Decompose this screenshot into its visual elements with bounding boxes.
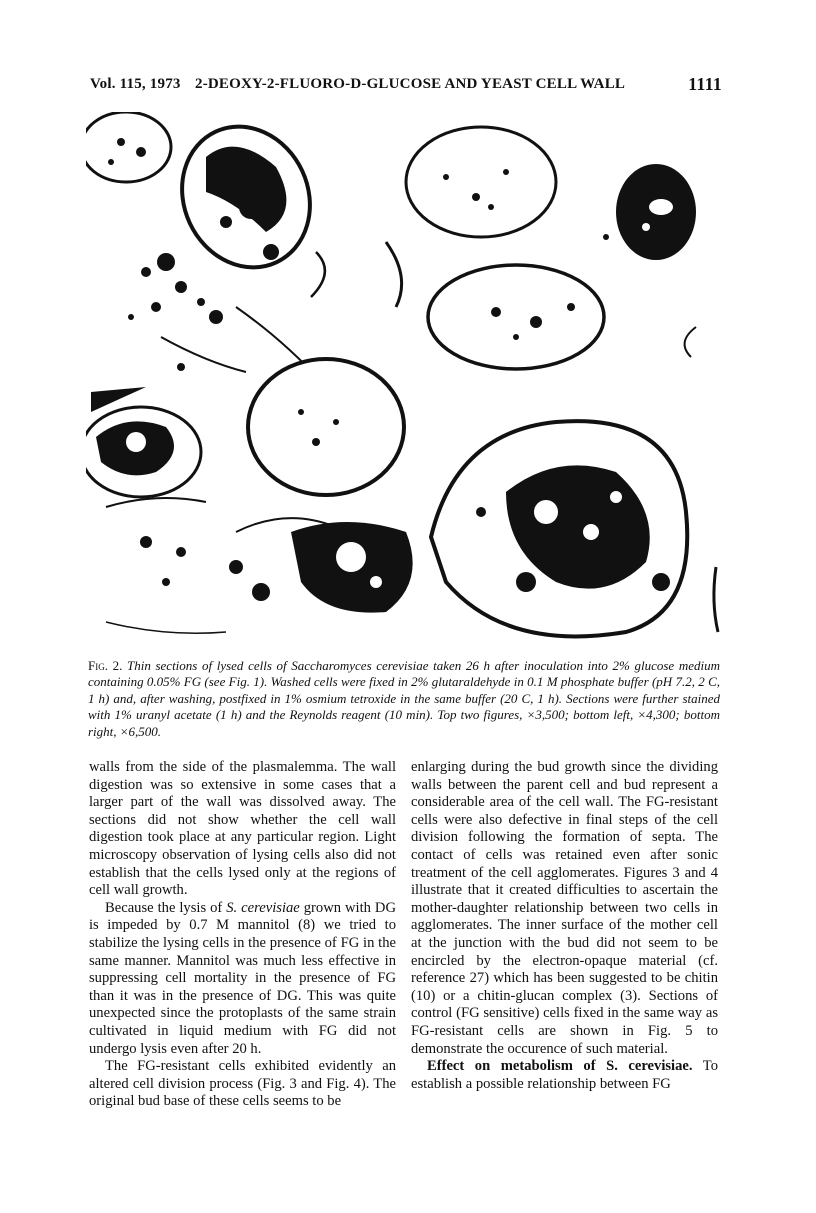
right-paragraph-1: enlarging during the bud growth since the dividing walls between the parent cell and bud represent a considerable area of the cell wall. The FG-resistant cells were also defective in final steps of the cell division following the formation of septa. The contact of cells was retained even after sonic treatment of the cell agglomerates. Figures 3 and 4 illustrate that it created difficulties to ascertain the mother-daughter relationship between two cells in agglomerates. The inner surface of the mother cell at the junction with the bud did not seem to be encircled by the electron-opaque material (cf. reference 27) which has been suggested to be chitin (10) or a chitin-glucan complex (3). Sections of control (FG sensitive) cells fixed in the same way as FG-resistant cells are shown in Fig. 5 to demonstrate the occurence of such material. (411, 759, 718, 1057)
page-number: 1111 (688, 74, 722, 94)
species-name: S. cerevisiae (226, 899, 300, 916)
caption-label: Fig. 2. (88, 658, 123, 673)
left-column (89, 759, 396, 1111)
left-paragraph-2 (89, 900, 396, 1058)
section-run-in-heading: Effect on metabolism of S. cerevisiae. (427, 1058, 693, 1075)
volume-label: Vol. 115, 1973 (90, 76, 181, 92)
figure-caption (88, 658, 720, 740)
left-paragraph-2-start: Because the lysis of (105, 899, 227, 916)
panel-top-left (86, 112, 333, 387)
caption-text: Thin sections of lysed cells of Saccharomyces cerevisiae taken 26 h after inoculation into 2% glucose medium containing 0.05% FG (see Fig. 1). Washed cells were fixed in 2% glutaraldehyde in 0.1 M phosphate buffer (pH 7.2, 2 C, 1 h) and, after washing, postfixed in 1% osmium tetroxide in the same buffer (20 C, 1 h). Sections were further stained with 1% uranyl acetate (1 h) and the Reynolds reagent (10 min). Top two figures, ×3,500; bottom left, ×4,300; bottom right, ×6,500. (88, 658, 720, 739)
right-column (411, 759, 718, 1093)
running-header (90, 76, 722, 100)
right-paragraph-2 (411, 1058, 718, 1093)
left-paragraph-2-rest: grown with DG is impeded by 0.7 M mannitol (8) we tried to stabilize the lysing cells in the presence of FG in the same manner. Mannitol was much less effective in suppressing cell mortality in the presence of FG than it was in the presence of DG. This was quite unexpected since the protoplasts of the same strain cultivated in liquid medium with FG did not undergo lysis even after 20 h. (89, 899, 396, 1057)
panel-bottom-left (86, 359, 413, 633)
running-title: 2-DEOXY-2-FLUORO-D-GLUCOSE AND YEAST CELL WALL (195, 76, 626, 92)
left-paragraph-3: The FG-resistant cells exhibited evidently an altered cell division process (Fig. 3 and Fig. 4). The original bud base of these cells seems to be (89, 1058, 396, 1110)
panel-top-right (386, 127, 696, 369)
figure-2-micrograph (86, 112, 726, 647)
micrograph-panels (86, 112, 726, 647)
left-paragraph-1: walls from the side of the plasmalemma. The wall digestion was so extensive in some cases that a larger part of the wall was dissolved away. The sections did not show whether the cell wall digestion took place at any particular region. Light microscopy observation of lysing cells also did not establish that the cells lysed only at the regions of cell wall growth. (89, 759, 396, 899)
panel-bottom-right (431, 421, 718, 636)
right-paragraph-2-text: To establish a possible relationship between FG (411, 1058, 719, 1092)
